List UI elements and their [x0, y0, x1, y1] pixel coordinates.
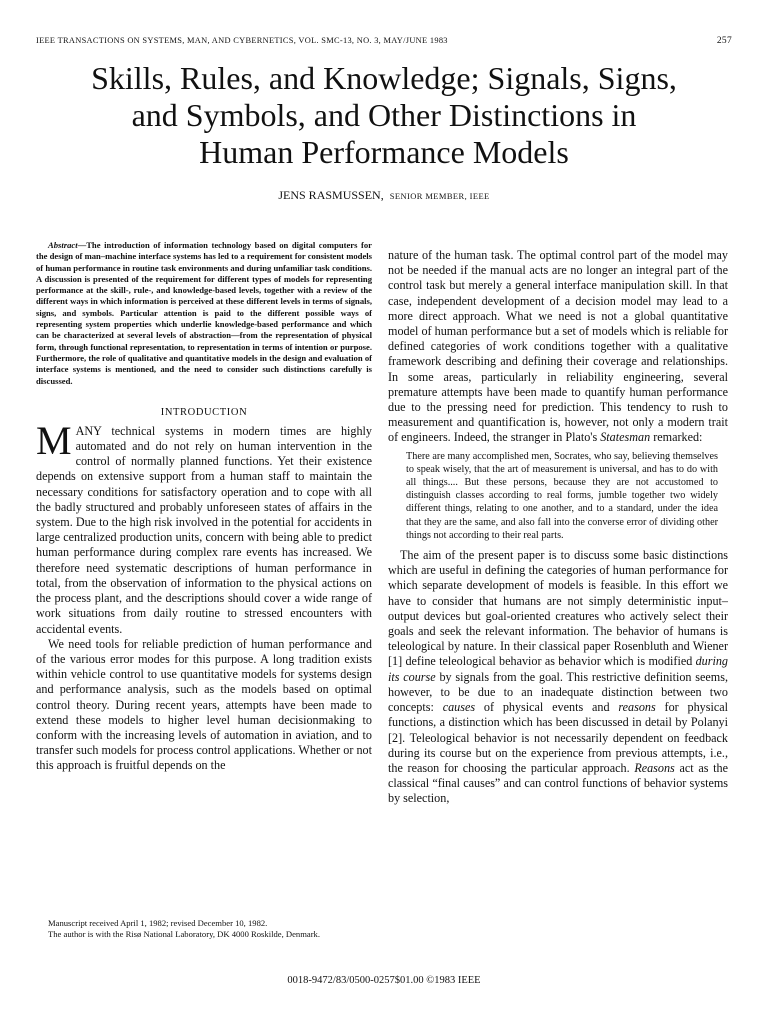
- right-paragraph-1-end: remarked:: [650, 430, 703, 445]
- statesman-title: Statesman: [600, 430, 651, 445]
- intro-paragraph-1-text: ANY technical systems in modern times are highly automated and do not rely on human intervention in the control of normally planned functions. Yet their existence depends on extensive support from a human staff to maintain the necessary conditions for satisfactory operation and to cope with all the badly structured and probably unforeseen states of affairs in the system. Due to the high risk involved in the potential for accidents in large centralized production units, concern with being able to predict human performance during complex rare events has increased. We therefore need systematic descriptions of human performance in total, from the observation of information to the physical actions on the process plant, and the descriptions should cover a wide range of work situations from daily routine to stressed encounters with accidental events.: [36, 423, 372, 636]
- para2-italic-causes: causes: [442, 700, 476, 715]
- left-column: [36, 240, 372, 774]
- page-number: 257: [716, 36, 732, 46]
- intro-paragraph-1: [36, 417, 372, 637]
- paper-title: [20, 60, 748, 171]
- right-paragraph-1: [388, 248, 728, 446]
- title-line-2: and Symbols, and Other Distinctions in: [131, 97, 637, 133]
- running-header: [36, 36, 732, 45]
- para2-part-d: for physical functions, a distinction which has been discussed in detail by Polanyi [2]. Teleological behavior is not necessarily dependent on feedback during its course but on the experience from previous attempts, i.e., the reason for choosing the particular approach.: [388, 700, 728, 775]
- para2-part-c: of physical events and: [475, 700, 619, 715]
- title-line-1: Skills, Rules, and Knowledge; Signals, Signs,: [91, 60, 677, 96]
- abstract-text: —The introduction of information technology based on digital computers for the design of man–machine interface systems has led to a requirement for consistent models of human performance in routine task environments and during unfamiliar task conditions. A discussion is presented of the requirement for different types of models for representing performance at the skill-, rule-, and knowledge-based levels, together with a review of the different ways in which information is perceived at these different levels in terms of signals, signs, and symbols. Particular attention is paid to the different possible ways of representing system properties which underlie knowledge-based performance and which can be characterized at several levels of abstraction—from the representation of physical form, through functional representation, to representation in terms of intention or purpose. Furthermore, the role of qualitative and quantitative models in the design and evaluation of interface systems is mentioned, and the need to consider such distinctions carefully is discussed.: [36, 240, 372, 386]
- footnote-affiliation: The author is with the Risø National Laboratory, DK 4000 Roskilde, Denmark.: [48, 929, 321, 939]
- title-line-3: Human Performance Models: [199, 134, 569, 170]
- footnote: [36, 918, 372, 940]
- right-paragraph-2: [388, 548, 728, 806]
- author-line: [0, 188, 768, 203]
- abstract: [36, 240, 372, 387]
- para2-italic-1: during its course: [388, 654, 728, 684]
- intro-paragraph-2: We need tools for reliable prediction of human performance and of the various error modes for this purpose. A long tradition exists within vehicle control to use quantitative models for systems design and performance analysis, such as the models based on optimal control theory. During recent years, attempts have been made to extend these models to higher level human decisionmaking to conform with the increasing levels of automation in aviation, and to transfer such models for process control applications. Whether or not this approach is fruitful depends on the: [36, 636, 372, 773]
- copyright-footer: 0018-9472/83/0500-0257$01.00 ©1983 IEEE: [287, 975, 481, 986]
- footnote-received: Manuscript received April 1, 1982; revised December 10, 1982.: [48, 918, 268, 928]
- dropcap-letter: M: [36, 417, 72, 463]
- introduction-heading: INTRODUCTION: [160, 406, 248, 418]
- para2-part-a: The aim of the present paper is to discuss some basic distinctions which are useful in defining the categories of human performance for which separate development of models is feasible. In this effort we have to consider that humans are not simply deterministic input–output devices but goal-oriented creatures who actively select their goals and seek the relevant information. The behavior of humans is teleological by nature. In their classical paper Rosenbluth and Wiener [1] define teleological behavior as behavior which is modified: [388, 548, 728, 669]
- para2-part-e: act as the classical “final causes” and can control functions of behavior systems by selection,: [388, 760, 728, 806]
- author-membership: SENIOR MEMBER, IEEE: [389, 191, 490, 201]
- author-name: JENS RASMUSSEN,: [278, 188, 384, 202]
- abstract-lead: Abstract: [48, 240, 78, 250]
- para2-italic-reasons: reasons: [618, 700, 656, 715]
- para2-part-b: by signals from the goal. This restrictive definition seems, however, to be due to an inadequate distinction between two concepts:: [388, 669, 728, 715]
- right-paragraph-1-text: nature of the human task. The optimal control part of the model may not be needed if the manual acts are no longer an integral part of the control task but merely a general interface manipulation skill. In that case, independent development of a decision model may lead to a more direct approach. What we need is not a global quantitative model of human performance but a set of models which is reliable for defined categories of work conditions together with a qualitative framework describing and defining their coverage and relationships. In some areas, particularly in reliability engineering, several premature attempts have been made to quantify human performance due to the pressing need for prediction. This tendency to rush to measurement and quantification is, however, not only a modern trait of engineers. Indeed, the stranger in Plato's: [388, 248, 728, 445]
- plato-quote: There are many accomplished men, Socrates, who say, believing themselves to speak wisely, that the art of measurement is universal, and has to do with all things.... But these persons, because they are not accustomed to distinguish classes according to real forms, jumble together two widely different things, relating to one another, and to a standard, under the idea that they are the same, and also fall into the converse error of dividing other things not according to their real parts.: [406, 450, 718, 541]
- right-column: [388, 248, 728, 807]
- para2-italic-reasons-2: Reasons: [634, 760, 675, 775]
- journal-citation: IEEE TRANSACTIONS ON SYSTEMS, MAN, AND CYBERNETICS, VOL. SMC-13, NO. 3, MAY/JUNE 1983: [36, 36, 448, 45]
